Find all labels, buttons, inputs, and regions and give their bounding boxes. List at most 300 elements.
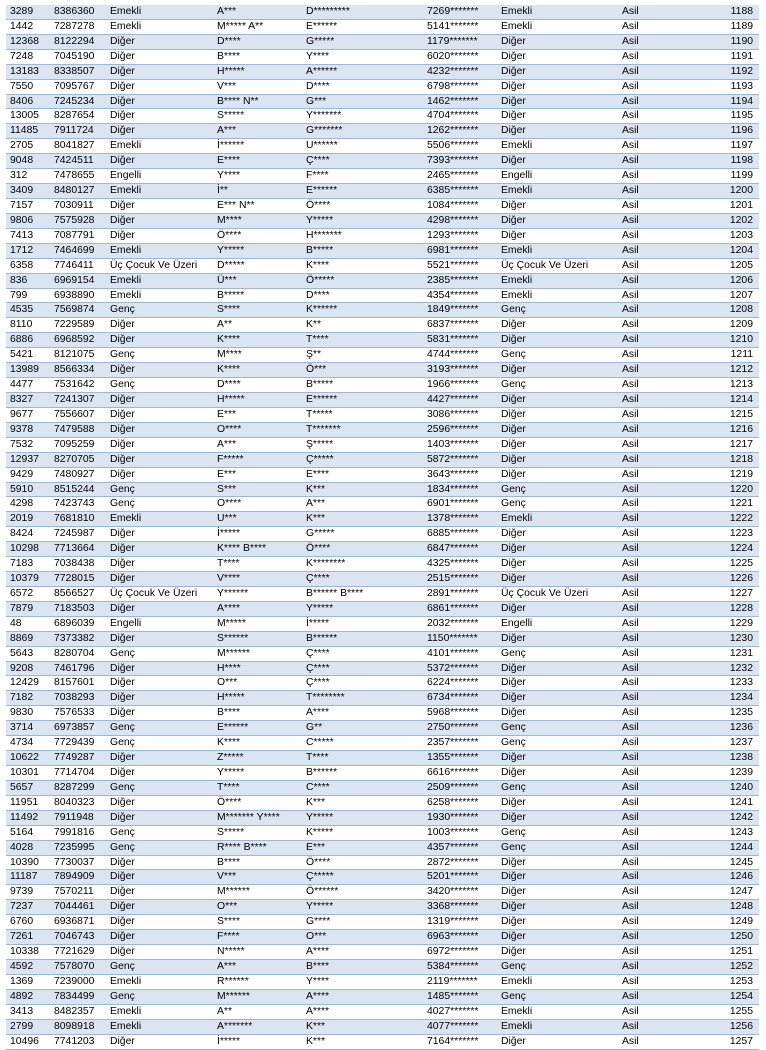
cell-row-id: 4892	[6, 989, 50, 1004]
cell-quota-group: Üç Çocuk Ve Üzeri	[497, 586, 618, 601]
cell-category: Genç	[106, 303, 213, 318]
table-row	[6, 169, 759, 184]
cell-first-name-masked: M******	[213, 885, 302, 900]
cell-id-number-masked: 4325*******	[423, 557, 497, 572]
cell-first-name-masked: N*****	[213, 945, 302, 960]
cell-last-name-masked: B******	[302, 766, 423, 781]
table-row	[6, 586, 759, 601]
cell-application-number: 8287654	[50, 109, 106, 124]
cell-id-number-masked: 4744*******	[423, 348, 497, 363]
cell-status: Asil	[618, 974, 676, 989]
cell-last-name-masked: O***	[302, 930, 423, 945]
cell-row-id: 3409	[6, 184, 50, 199]
cell-category: Diğer	[106, 631, 213, 646]
cell-application-number: 7991816	[50, 825, 106, 840]
cell-application-number: 7578070	[50, 960, 106, 975]
cell-status: Asil	[618, 497, 676, 512]
cell-id-number-masked: 5872*******	[423, 452, 497, 467]
cell-category: Üç Çocuk Ve Üzeri	[106, 586, 213, 601]
cell-application-number: 7728015	[50, 572, 106, 587]
cell-first-name-masked: M****	[213, 348, 302, 363]
cell-id-number-masked: 2872*******	[423, 855, 497, 870]
table-row	[6, 154, 759, 169]
cell-row-id: 6572	[6, 586, 50, 601]
cell-category: Genç	[106, 960, 213, 975]
cell-category: Diğer	[106, 318, 213, 333]
table-row	[6, 930, 759, 945]
cell-application-number: 7183503	[50, 601, 106, 616]
cell-category: Genç	[106, 378, 213, 393]
cell-row-id: 7157	[6, 198, 50, 213]
cell-last-name-masked: B****	[302, 960, 423, 975]
cell-category: Diğer	[106, 154, 213, 169]
cell-status: Asil	[618, 810, 676, 825]
cell-category: Genç	[106, 721, 213, 736]
table-row	[6, 945, 759, 960]
cell-row-id: 8869	[6, 631, 50, 646]
cell-id-number-masked: 4027*******	[423, 1004, 497, 1019]
cell-application-number: 6936871	[50, 915, 106, 930]
cell-category: Diğer	[106, 557, 213, 572]
cell-category: Diğer	[106, 810, 213, 825]
cell-rank: 1224	[676, 542, 759, 557]
cell-quota-group: Diğer	[497, 915, 618, 930]
cell-first-name-masked: U***	[213, 512, 302, 527]
cell-row-id: 7532	[6, 437, 50, 452]
cell-status: Asil	[618, 766, 676, 781]
cell-last-name-masked: A******	[302, 64, 423, 79]
cell-status: Asil	[618, 661, 676, 676]
cell-last-name-masked: A****	[302, 706, 423, 721]
cell-last-name-masked: C*****	[302, 736, 423, 751]
cell-category: Emekli	[106, 19, 213, 34]
cell-status: Asil	[618, 721, 676, 736]
cell-quota-group: Diğer	[497, 676, 618, 691]
cell-first-name-masked: S*****	[213, 109, 302, 124]
cell-id-number-masked: 6847*******	[423, 542, 497, 557]
cell-application-number: 7287278	[50, 19, 106, 34]
cell-first-name-masked: M****	[213, 213, 302, 228]
cell-first-name-masked: Ö****	[213, 795, 302, 810]
cell-application-number: 7746411	[50, 258, 106, 273]
cell-row-id: 12368	[6, 34, 50, 49]
cell-first-name-masked: K****	[213, 363, 302, 378]
cell-status: Asil	[618, 288, 676, 303]
cell-quota-group: Emekli	[497, 288, 618, 303]
cell-category: Diğer	[106, 407, 213, 422]
table-row	[6, 124, 759, 139]
cell-last-name-masked: G*****	[302, 527, 423, 542]
cell-quota-group: Diğer	[497, 198, 618, 213]
cell-first-name-masked: S***	[213, 482, 302, 497]
cell-status: Asil	[618, 64, 676, 79]
cell-category: Diğer	[106, 34, 213, 49]
cell-quota-group: Diğer	[497, 79, 618, 94]
cell-status: Asil	[618, 870, 676, 885]
table-row	[6, 139, 759, 154]
cell-rank: 1207	[676, 288, 759, 303]
cell-category: Engelli	[106, 616, 213, 631]
cell-quota-group: Engelli	[497, 616, 618, 631]
cell-first-name-masked: A**	[213, 1004, 302, 1019]
cell-application-number: 6973857	[50, 721, 106, 736]
cell-id-number-masked: 7164*******	[423, 1034, 497, 1049]
cell-application-number: 7480927	[50, 467, 106, 482]
cell-id-number-masked: 4298*******	[423, 213, 497, 228]
cell-status: Asil	[618, 751, 676, 766]
results-table	[6, 5, 759, 1050]
cell-quota-group: Diğer	[497, 467, 618, 482]
cell-id-number-masked: 3420*******	[423, 885, 497, 900]
cell-rank: 1257	[676, 1034, 759, 1049]
cell-status: Asil	[618, 378, 676, 393]
cell-application-number: 7478655	[50, 169, 106, 184]
cell-row-id: 11187	[6, 870, 50, 885]
cell-rank: 1216	[676, 422, 759, 437]
cell-category: Emekli	[106, 974, 213, 989]
cell-status: Asil	[618, 736, 676, 751]
cell-rank: 1255	[676, 1004, 759, 1019]
cell-quota-group: Genç	[497, 482, 618, 497]
cell-application-number: 8280704	[50, 646, 106, 661]
cell-last-name-masked: T********	[302, 691, 423, 706]
cell-category: Genç	[106, 646, 213, 661]
cell-category: Diğer	[106, 452, 213, 467]
cell-first-name-masked: A***	[213, 124, 302, 139]
cell-status: Asil	[618, 348, 676, 363]
cell-first-name-masked: M******	[213, 646, 302, 661]
cell-row-id: 12429	[6, 676, 50, 691]
table-row	[6, 452, 759, 467]
cell-row-id: 11485	[6, 124, 50, 139]
cell-rank: 1204	[676, 243, 759, 258]
cell-application-number: 7044461	[50, 900, 106, 915]
cell-rank: 1218	[676, 452, 759, 467]
cell-status: Asil	[618, 631, 676, 646]
cell-rank: 1253	[676, 974, 759, 989]
cell-first-name-masked: F****	[213, 930, 302, 945]
cell-first-name-masked: Y****	[213, 169, 302, 184]
cell-first-name-masked: R******	[213, 974, 302, 989]
cell-rank: 1199	[676, 169, 759, 184]
cell-application-number: 8287299	[50, 780, 106, 795]
cell-quota-group: Diğer	[497, 601, 618, 616]
cell-status: Asil	[618, 184, 676, 199]
table-row	[6, 736, 759, 751]
cell-quota-group: Genç	[497, 780, 618, 795]
cell-rank: 1222	[676, 512, 759, 527]
cell-quota-group: Diğer	[497, 34, 618, 49]
cell-category: Diğer	[106, 109, 213, 124]
cell-row-id: 7550	[6, 79, 50, 94]
cell-first-name-masked: T****	[213, 557, 302, 572]
cell-application-number: 7911948	[50, 810, 106, 825]
cell-category: Diğer	[106, 885, 213, 900]
cell-status: Asil	[618, 915, 676, 930]
cell-id-number-masked: 1485*******	[423, 989, 497, 1004]
cell-last-name-masked: E******	[302, 184, 423, 199]
cell-id-number-masked: 6885*******	[423, 527, 497, 542]
cell-id-number-masked: 2750*******	[423, 721, 497, 736]
cell-first-name-masked: E*** N**	[213, 198, 302, 213]
cell-last-name-masked: U******	[302, 139, 423, 154]
cell-quota-group: Genç	[497, 840, 618, 855]
cell-row-id: 13183	[6, 64, 50, 79]
cell-id-number-masked: 5141*******	[423, 19, 497, 34]
cell-application-number: 7911724	[50, 124, 106, 139]
cell-application-number: 7479588	[50, 422, 106, 437]
cell-rank: 1256	[676, 1019, 759, 1034]
cell-status: Asil	[618, 392, 676, 407]
cell-category: Diğer	[106, 795, 213, 810]
cell-quota-group: Genç	[497, 378, 618, 393]
cell-application-number: 7741203	[50, 1034, 106, 1049]
cell-id-number-masked: 2385*******	[423, 273, 497, 288]
cell-rank: 1240	[676, 780, 759, 795]
cell-first-name-masked: B****	[213, 706, 302, 721]
cell-quota-group: Diğer	[497, 318, 618, 333]
cell-id-number-masked: 1355*******	[423, 751, 497, 766]
cell-row-id: 8110	[6, 318, 50, 333]
cell-status: Asil	[618, 900, 676, 915]
cell-application-number: 7834499	[50, 989, 106, 1004]
table-row	[6, 721, 759, 736]
cell-status: Asil	[618, 333, 676, 348]
cell-rank: 1236	[676, 721, 759, 736]
cell-category: Diğer	[106, 930, 213, 945]
cell-rank: 1197	[676, 139, 759, 154]
cell-quota-group: Diğer	[497, 49, 618, 64]
cell-first-name-masked: Y******	[213, 586, 302, 601]
cell-id-number-masked: 6385*******	[423, 184, 497, 199]
cell-first-name-masked: A***	[213, 5, 302, 19]
cell-id-number-masked: 4704*******	[423, 109, 497, 124]
cell-application-number: 7576533	[50, 706, 106, 721]
cell-first-name-masked: S*****	[213, 825, 302, 840]
table-row	[6, 34, 759, 49]
cell-last-name-masked: K*****	[302, 825, 423, 840]
cell-status: Asil	[618, 930, 676, 945]
cell-category: Üç Çocuk Ve Üzeri	[106, 258, 213, 273]
cell-category: Diğer	[106, 64, 213, 79]
cell-rank: 1198	[676, 154, 759, 169]
cell-category: Genç	[106, 989, 213, 1004]
cell-first-name-masked: E***	[213, 407, 302, 422]
table-row	[6, 318, 759, 333]
cell-row-id: 836	[6, 273, 50, 288]
cell-category: Genç	[106, 840, 213, 855]
cell-id-number-masked: 1403*******	[423, 437, 497, 452]
cell-id-number-masked: 6861*******	[423, 601, 497, 616]
cell-status: Asil	[618, 825, 676, 840]
cell-last-name-masked: E****	[302, 467, 423, 482]
cell-id-number-masked: 3643*******	[423, 467, 497, 482]
cell-last-name-masked: Y*****	[302, 900, 423, 915]
table-row	[6, 348, 759, 363]
table-row	[6, 840, 759, 855]
cell-rank: 1243	[676, 825, 759, 840]
cell-rank: 1221	[676, 497, 759, 512]
table-row	[6, 676, 759, 691]
cell-row-id: 7182	[6, 691, 50, 706]
table-row	[6, 467, 759, 482]
cell-rank: 1208	[676, 303, 759, 318]
table-row	[6, 631, 759, 646]
cell-application-number: 6938890	[50, 288, 106, 303]
cell-id-number-masked: 6734*******	[423, 691, 497, 706]
cell-id-number-masked: 4101*******	[423, 646, 497, 661]
cell-id-number-masked: 1849*******	[423, 303, 497, 318]
cell-last-name-masked: T*******	[302, 422, 423, 437]
cell-first-name-masked: O***	[213, 900, 302, 915]
cell-id-number-masked: 3368*******	[423, 900, 497, 915]
cell-rank: 1188	[676, 5, 759, 19]
cell-row-id: 10338	[6, 945, 50, 960]
cell-rank: 1230	[676, 631, 759, 646]
cell-quota-group: Genç	[497, 960, 618, 975]
table-row	[6, 422, 759, 437]
cell-status: Asil	[618, 482, 676, 497]
cell-row-id: 9830	[6, 706, 50, 721]
cell-rank: 1195	[676, 109, 759, 124]
cell-quota-group: Diğer	[497, 557, 618, 572]
cell-category: Emekli	[106, 512, 213, 527]
cell-first-name-masked: İ**	[213, 184, 302, 199]
cell-last-name-masked: K***	[302, 795, 423, 810]
cell-id-number-masked: 6901*******	[423, 497, 497, 512]
cell-last-name-masked: Y*****	[302, 213, 423, 228]
cell-status: Asil	[618, 855, 676, 870]
cell-rank: 1249	[676, 915, 759, 930]
cell-application-number: 8041827	[50, 139, 106, 154]
cell-quota-group: Emekli	[497, 1004, 618, 1019]
cell-last-name-masked: H*******	[302, 228, 423, 243]
cell-last-name-masked: K****	[302, 258, 423, 273]
cell-first-name-masked: B**** N**	[213, 94, 302, 109]
cell-rank: 1200	[676, 184, 759, 199]
cell-last-name-masked: B*****	[302, 378, 423, 393]
cell-status: Asil	[618, 1034, 676, 1049]
cell-first-name-masked: M******	[213, 989, 302, 1004]
cell-id-number-masked: 1262*******	[423, 124, 497, 139]
cell-application-number: 7241307	[50, 392, 106, 407]
table-row	[6, 706, 759, 721]
cell-id-number-masked: 1150*******	[423, 631, 497, 646]
cell-first-name-masked: H*****	[213, 64, 302, 79]
table-row	[6, 557, 759, 572]
cell-category: Diğer	[106, 661, 213, 676]
cell-status: Asil	[618, 1019, 676, 1034]
cell-last-name-masked: A****	[302, 989, 423, 1004]
cell-category: Genç	[106, 348, 213, 363]
cell-status: Asil	[618, 572, 676, 587]
cell-status: Asil	[618, 318, 676, 333]
cell-last-name-masked: B******	[302, 631, 423, 646]
cell-rank: 1242	[676, 810, 759, 825]
table-row	[6, 288, 759, 303]
table-body	[6, 5, 759, 1049]
cell-row-id: 9208	[6, 661, 50, 676]
cell-first-name-masked: Z*****	[213, 751, 302, 766]
table-row	[6, 512, 759, 527]
cell-rank: 1234	[676, 691, 759, 706]
cell-row-id: 6358	[6, 258, 50, 273]
cell-id-number-masked: 2357*******	[423, 736, 497, 751]
cell-last-name-masked: Ç****	[302, 572, 423, 587]
table-row	[6, 109, 759, 124]
table-row	[6, 198, 759, 213]
cell-first-name-masked: D****	[213, 378, 302, 393]
table-row	[6, 766, 759, 781]
cell-row-id: 3413	[6, 1004, 50, 1019]
cell-first-name-masked: F*****	[213, 452, 302, 467]
cell-id-number-masked: 5831*******	[423, 333, 497, 348]
cell-category: Diğer	[106, 676, 213, 691]
cell-rank: 1237	[676, 736, 759, 751]
cell-application-number: 7556607	[50, 407, 106, 422]
cell-id-number-masked: 2509*******	[423, 780, 497, 795]
cell-row-id: 3289	[6, 5, 50, 19]
cell-status: Asil	[618, 169, 676, 184]
cell-id-number-masked: 3086*******	[423, 407, 497, 422]
cell-application-number: 7729439	[50, 736, 106, 751]
table-row	[6, 79, 759, 94]
cell-status: Asil	[618, 885, 676, 900]
cell-status: Asil	[618, 34, 676, 49]
cell-quota-group: Diğer	[497, 109, 618, 124]
cell-row-id: 8327	[6, 392, 50, 407]
cell-rank: 1202	[676, 213, 759, 228]
cell-quota-group: Emekli	[497, 139, 618, 154]
cell-status: Asil	[618, 601, 676, 616]
cell-category: Diğer	[106, 691, 213, 706]
cell-category: Diğer	[106, 1034, 213, 1049]
cell-id-number-masked: 6224*******	[423, 676, 497, 691]
cell-row-id: 10390	[6, 855, 50, 870]
cell-application-number: 8040323	[50, 795, 106, 810]
cell-row-id: 9429	[6, 467, 50, 482]
cell-rank: 1250	[676, 930, 759, 945]
cell-category: Diğer	[106, 900, 213, 915]
cell-last-name-masked: D****	[302, 288, 423, 303]
table-row	[6, 601, 759, 616]
cell-last-name-masked: Y****	[302, 974, 423, 989]
cell-first-name-masked: E******	[213, 721, 302, 736]
cell-status: Asil	[618, 124, 676, 139]
cell-last-name-masked: Ç****	[302, 676, 423, 691]
cell-last-name-masked: T****	[302, 751, 423, 766]
table-row	[6, 363, 759, 378]
cell-status: Asil	[618, 646, 676, 661]
cell-row-id: 2019	[6, 512, 50, 527]
cell-application-number: 7575928	[50, 213, 106, 228]
cell-rank: 1194	[676, 94, 759, 109]
cell-row-id: 1442	[6, 19, 50, 34]
cell-status: Asil	[618, 228, 676, 243]
cell-rank: 1225	[676, 557, 759, 572]
cell-last-name-masked: Ö****	[302, 198, 423, 213]
cell-quota-group: Diğer	[497, 766, 618, 781]
cell-row-id: 7183	[6, 557, 50, 572]
cell-first-name-masked: K**** B****	[213, 542, 302, 557]
cell-category: Diğer	[106, 228, 213, 243]
cell-application-number: 7239000	[50, 974, 106, 989]
cell-status: Asil	[618, 691, 676, 706]
cell-quota-group: Diğer	[497, 661, 618, 676]
cell-application-number: 7038438	[50, 557, 106, 572]
cell-first-name-masked: E****	[213, 154, 302, 169]
cell-id-number-masked: 1930*******	[423, 810, 497, 825]
